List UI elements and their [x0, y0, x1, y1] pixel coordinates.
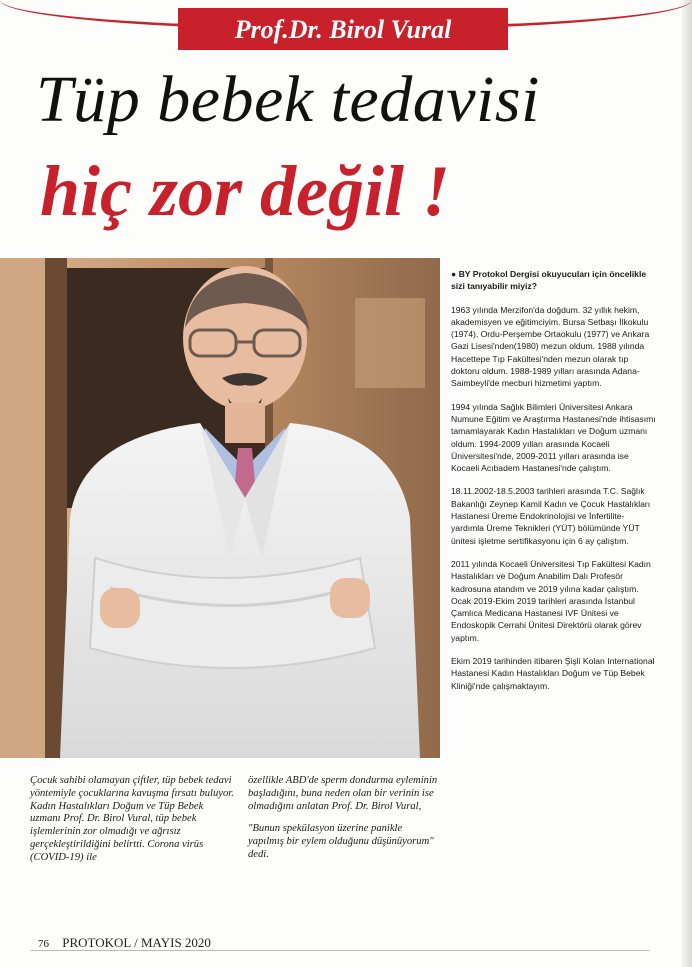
page-edge-shadow: [682, 0, 692, 967]
interview-paragraph: 1963 yılında Merzifon'da doğdum. 32 yıllık hekim, akademisyen ve eğitimciyim. Bursa Setbaşı İlkokulu (1974), Ordu-Perşembe Ortaokulu (1977) ve Ankara Gazi Lisesi'nden(1980) mezun oldum. 1988 yılında Hacettepe Tıp Fakültesi'nden mezun olarak tıp doktoru oldum. 1988-1989 yılları arasında Adana-Saimbeyli'de mecburi hizmetimi yaptım.: [451, 304, 650, 389]
doctor-portrait-illustration: [0, 258, 440, 758]
footer-divider: [30, 950, 650, 951]
interview-paragraph: Ekim 2019 tarihinden itibaren Şişli Kolan International Hastanesi Kadın Hastalıkları Doğum ve Tüp Bebek Kliniği'nde çalışmaktayım.: [451, 656, 655, 691]
page-footer: [38, 935, 211, 951]
headline-line-1: Tüp bebek tedavisi: [36, 63, 540, 136]
headline-line-2: hiç zor değil !: [40, 151, 451, 231]
page-number: 76: [38, 938, 49, 950]
author-banner: Prof.Dr. Birol Vural: [178, 8, 508, 50]
doctor-portrait-photo: [0, 258, 440, 758]
intro-paragraph: Çocuk sahibi olamayan çiftler, tüp bebek tedavi yöntemiyle çocuklarına kavuşma fırsatı buluyor. Kadın Hastalıkları Doğum ve Tüp Bebek uzmanı Prof. Dr. Birol Vural, tüp bebek işlemlerinin zor olmadığı ve ağrısız gerçekleştirildiğini belirtti. Corona virüs (COVID-19) ile: [30, 775, 234, 863]
interview-paragraph: 2011 yılında Kocaeli Üniversitesi Tıp Fakültesi Kadın Hastalıkları ve Doğum Anabilim Dalı Profesör kadrosuna atandım ve 2019 yılına kadar çalıştım. Ocak 2019-Ekim 2019 tarihleri arasında İstanbul Çamlıca Medicana Hastanesi IVF Ünitesi ve Endoskopik Cerrahi Ünitesi Direktörü olarak görev yaptım.: [451, 558, 651, 643]
interview-column: [451, 268, 656, 703]
quote-paragraph: "Bunun spekülasyon üzerine panikle yapılmış bir eylem olduğunu düşünüyorum" dedi.: [248, 823, 434, 860]
intro-paragraph: özellikle ABD'de sperm dondurma eyleminin başladığını, buna neden olan bir verinin ise olmadığını anlatan Prof. Dr. Birol Vural,: [248, 775, 438, 812]
interview-paragraph: 1994 yılında Sağlık Bilimleri Üniversitesi Ankara Numune Eğitim ve Araştırma Hastanesi'nde ihtisasımı tamamlayarak Kadın Hastalıkları ve Doğum uzmanı oldum. 1994-2009 yılları arasında Kocaeli Üniversitesi'nde, 2009-2011 yılları arasında ise Kocaeli Acıbadem Hastanesi'nde çalıştım.: [451, 401, 656, 474]
intro-column-middle: [248, 775, 438, 872]
magazine-name: PROTOKOL / MAYIS 2020: [62, 935, 211, 950]
interview-paragraph: 18.11.2002-18.5.2003 tarihleri arasında T.C. Sağlık Bakanlığı Zeynep Kamil Kadın ve Çocuk Hastalıkları Hastanesi Üreme Endokrinolojisi ve İnfertilite-yardımla Üreme Teknikleri (YÜT) bölümünde YÜT ünitesi işletme sertifikasyonu için 6 ay çalıştım.: [451, 486, 651, 546]
interview-question: ● BY Protokol Dergisi okuyucuları için öncelikle sizi tanıyabilir miyiz?: [451, 269, 647, 292]
intro-column-left: [30, 775, 235, 875]
